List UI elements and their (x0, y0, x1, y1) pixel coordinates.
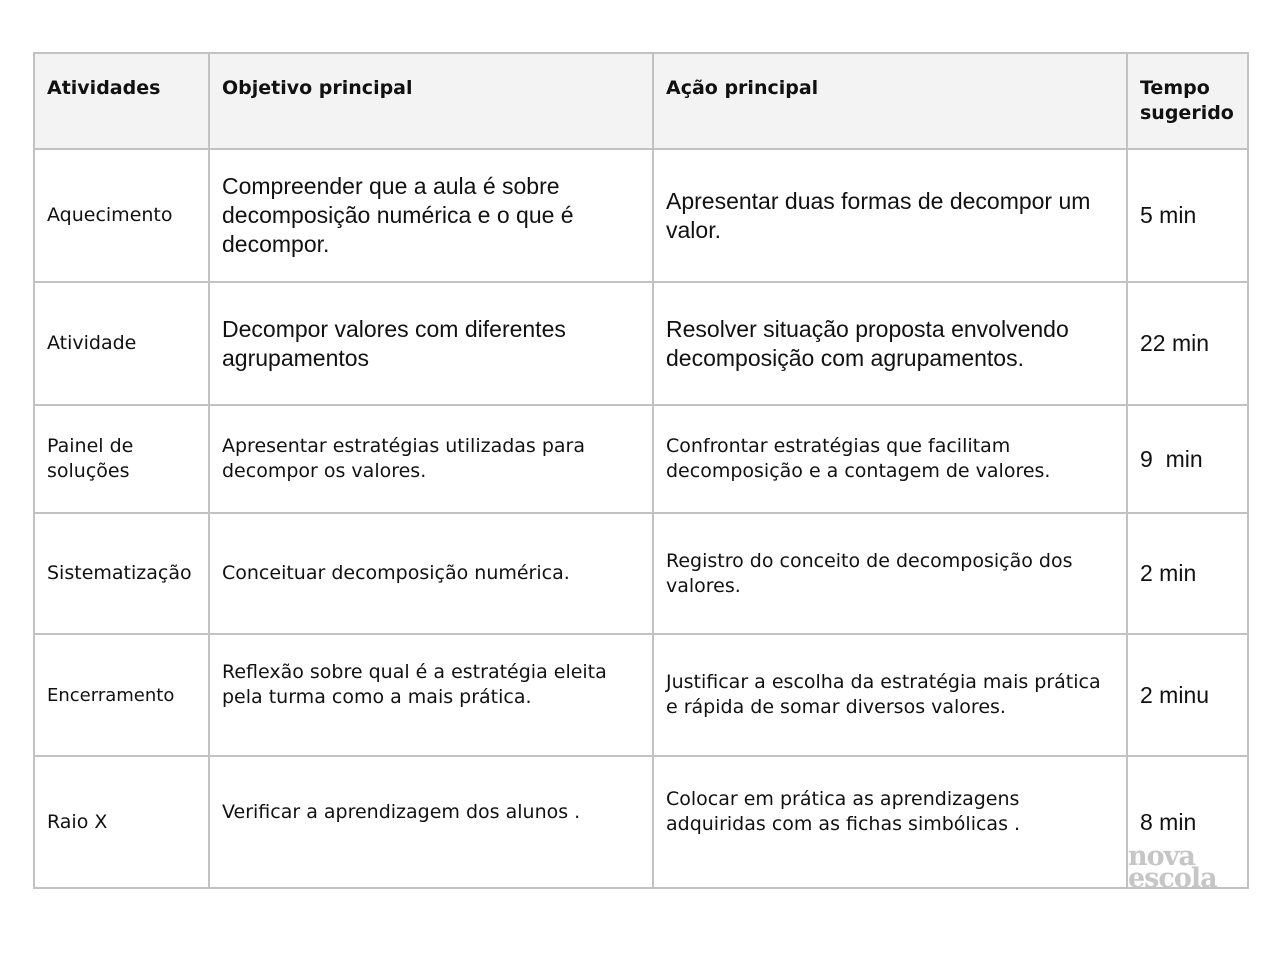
cell-tempo: 8 min (1127, 756, 1248, 888)
cell-atividade: Raio X (34, 756, 209, 888)
cell-objetivo: Decompor valores com diferentes agrupamentos (209, 282, 653, 405)
table-row (34, 634, 1248, 756)
cell-objetivo-text: Reflexão sobre qual é a estratégia eleita pela turma como a mais prática. (222, 661, 607, 708)
cell-acao: Apresentar duas formas de decompor um valor. (653, 149, 1127, 282)
table-row (34, 513, 1248, 634)
table-row (34, 149, 1248, 282)
cell-atividade: Sistematização (34, 513, 209, 634)
table-row (34, 405, 1248, 513)
cell-acao: Resolver situação proposta envolvendo decomposição com agrupamentos. (653, 282, 1127, 405)
cell-objetivo: Conceituar decomposição numérica. (209, 513, 653, 634)
cell-atividade: Encerramento (34, 634, 209, 756)
cell-acao: Confrontar estratégias que facilitam decomposição e a contagem de valores. (653, 405, 1127, 513)
cell-objetivo: Apresentar estratégias utilizadas para decompor os valores. (209, 405, 653, 513)
cell-acao: Justificar a escolha da estratégia mais prática e rápida de somar diversos valores. (653, 634, 1127, 756)
watermark-line-1: nova (1128, 841, 1195, 872)
header-objetivo: Objetivo principal (209, 53, 653, 149)
cell-tempo: 2 min (1127, 513, 1248, 634)
table-row (34, 756, 1248, 888)
cell-atividade: Atividade (34, 282, 209, 405)
cell-acao: Registro do conceito de decomposição dos valores. (653, 513, 1127, 634)
table-row (34, 282, 1248, 405)
cell-tempo: 9 min (1127, 405, 1248, 513)
cell-objetivo (209, 634, 653, 756)
lesson-plan-table (33, 52, 1249, 894)
header-acao: Ação principal (653, 53, 1127, 149)
header-atividades: Atividades (34, 53, 209, 149)
cell-acao-text: Colocar em prática as aprendizagens adquiridas com as fichas simbólicas . (666, 788, 1021, 835)
cell-acao (653, 756, 1127, 888)
cell-tempo: 22 min (1127, 282, 1248, 405)
cell-objetivo-text: Verificar a aprendizagem dos alunos . (222, 800, 581, 823)
cell-objetivo: Compreender que a aula é sobre decomposição numérica e o que é decompor. (209, 149, 653, 282)
cell-atividade: Painel de soluções (34, 405, 209, 513)
cell-atividade: Aquecimento (34, 149, 209, 282)
cell-tempo: 2 minu (1127, 634, 1248, 756)
header-row (34, 53, 1248, 149)
cell-objetivo (209, 756, 653, 888)
cell-tempo: 5 min (1127, 149, 1248, 282)
watermark-line-2: escola (1128, 863, 1217, 894)
header-tempo: Tempo sugerido (1127, 53, 1248, 149)
nova-escola-watermark-logo (1128, 841, 1217, 894)
